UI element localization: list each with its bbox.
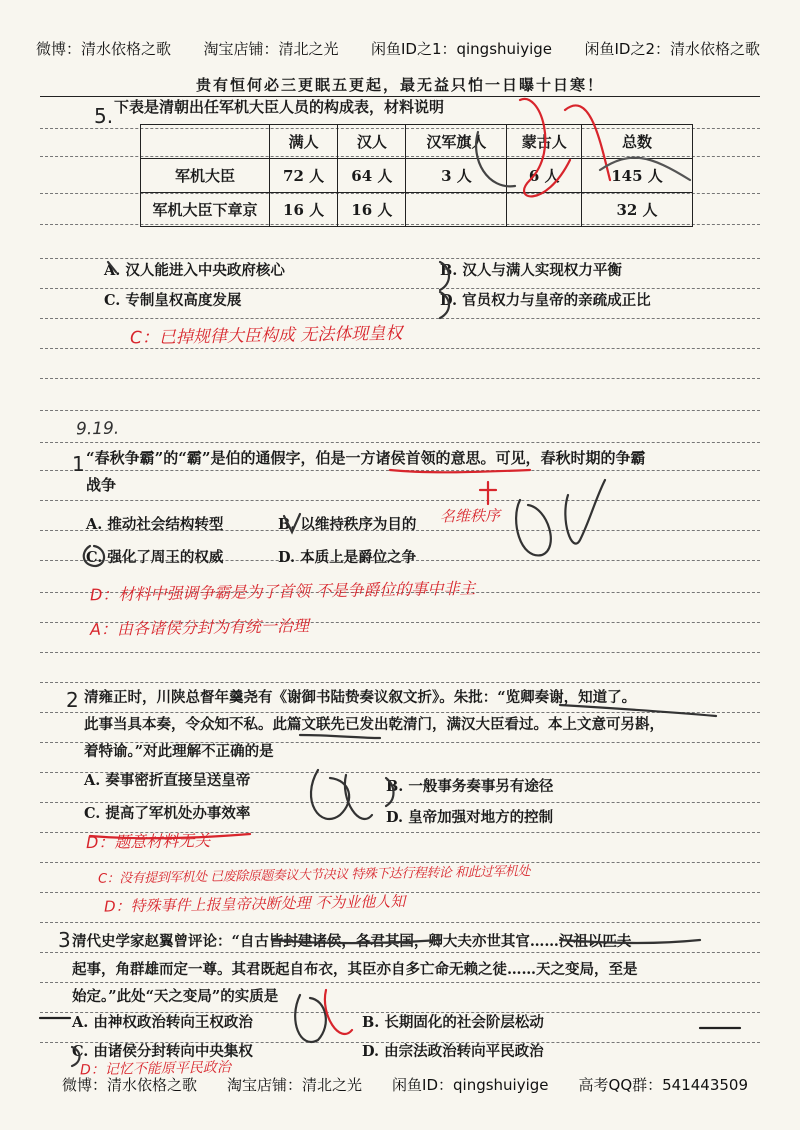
footer-xianyu: 闲鱼ID：qingshuiyige <box>392 1076 549 1094</box>
q4-option-a: A. 由神权政治转向王权政治 <box>72 1014 253 1031</box>
ruled-line <box>40 922 760 923</box>
q3-handwritten-note-1: D：题意材料无关 <box>85 830 211 853</box>
q3-line-3: 着特谕。”对此理解不正确的是 <box>84 743 274 760</box>
table-header-row <box>141 125 693 159</box>
q4-line-1: 清代史学家赵翼曾评论：“自古皆封建诸侯，各君其国，卿大夫亦世其官……汉祖以匹夫 <box>72 933 632 950</box>
q3-option-c: C. 提高了军机处办事效率 <box>84 805 251 822</box>
q2-number: 1 <box>72 452 85 476</box>
q4-number: 3 <box>58 928 71 952</box>
ruled-line <box>40 682 760 683</box>
q1-option-d: D. 官员权力与皇帝的亲疏成正比 <box>440 292 651 309</box>
table-cell: 32 人 <box>582 193 693 227</box>
table-cell: 16 人 <box>338 193 406 227</box>
q1-option-a: A. 汉人能进入中央政府核心 <box>104 262 285 279</box>
q1-option-b: B. 汉人与满人实现权力平衡 <box>440 262 622 279</box>
q3-handwritten-note-2: C：没有提到军机处 已废除原题奏议大节决议 特殊下达行程转论 和此过军机处 <box>97 864 531 887</box>
q2-stem-line-2: 战争 <box>86 476 117 494</box>
ruled-line <box>40 410 760 411</box>
ruled-line <box>40 500 760 501</box>
q2-handwritten-note-2: A：由各诸侯分封为有统一治理 <box>89 616 310 639</box>
footer-qq: 高考QQ群：541443509 <box>578 1076 749 1094</box>
pen-loop <box>516 500 551 555</box>
q4-option-b: B. 长期固化的社会阶层松动 <box>362 1014 544 1031</box>
ruled-line <box>40 378 760 379</box>
motto: 贵有恒何必三更眠五更起，最无益只怕一日曝十日寒！ <box>195 76 604 94</box>
table-row <box>141 193 693 227</box>
q2-handwritten-note-1: D：材料中强调争霸是为了首领 不是争爵位的事中非主 <box>89 578 476 605</box>
pen-loop <box>345 775 372 819</box>
q4-handwritten-note: D：记忆不能原平民政治 <box>79 1059 231 1079</box>
table-cell: 16 人 <box>270 193 338 227</box>
table-header-cell <box>141 125 270 159</box>
footer-weibo: 微博：清水依格之歌 <box>62 1076 198 1094</box>
table-header-cell: 汉军旗人 <box>406 125 507 159</box>
q2-option-a: A. 推动社会结构转型 <box>86 516 224 533</box>
q3-line-2: 此事当具本奏，令众知不私。此篇文联先已发出乾清门，满汉大臣看过。本上文意可另斟， <box>84 716 664 733</box>
q1-handwritten-note: C：已掉规律大臣构成 无法体现皇权 <box>129 323 403 349</box>
header-xianyu-2: 闲鱼ID之2：清水依格之歌 <box>584 40 760 58</box>
table-cell: 军机大臣 <box>141 159 270 193</box>
header-xianyu-1: 闲鱼ID之1：qingshuiyige <box>370 40 552 58</box>
header-taobao: 淘宝店铺：清北之光 <box>203 40 339 58</box>
table-cell: 军机大臣下章京 <box>141 193 270 227</box>
table-header-cell: 汉人 <box>338 125 406 159</box>
ruled-line <box>40 348 760 349</box>
q1-stem: 下表是清朝出任军机大臣人员的构成表，材料说明 <box>114 98 445 116</box>
q1-option-c: C. 专制皇权高度发展 <box>104 292 242 309</box>
table-header-cell: 总数 <box>582 125 693 159</box>
pen-loop <box>565 480 605 544</box>
table-cell <box>507 193 582 227</box>
composition-table <box>140 124 693 227</box>
pen-loop <box>295 995 326 1042</box>
q1-number: 5. <box>94 104 114 128</box>
table-cell: 145 人 <box>582 159 693 193</box>
table-cell: 3 人 <box>406 159 507 193</box>
ruled-line <box>40 442 760 443</box>
q3-option-a: A. 奏事密折直接呈送皇帝 <box>84 772 251 789</box>
q4-option-d: D. 由宗法政治转向平民政治 <box>362 1043 544 1060</box>
header-weibo: 微博：清水依格之歌 <box>36 40 172 58</box>
table-cell: 64 人 <box>338 159 406 193</box>
table-header-cell: 蒙古人 <box>507 125 582 159</box>
q3-handwritten-note-3: D：特殊事件上报皇帝决断处理 不为业他人知 <box>103 892 406 916</box>
date-mark: 9.19. <box>75 418 120 440</box>
q4-line-2: 起事，角群雄而定一尊。其君既起自布衣，其臣亦自多亡命无赖之徒……天之变局，至是 <box>72 961 638 978</box>
table-row <box>141 159 693 193</box>
footer-taobao: 淘宝店铺：清北之光 <box>227 1076 363 1094</box>
q2-option-c: C. 强化了周王的权威 <box>86 549 224 566</box>
q2-margin-note: 名维秩序 <box>439 506 501 526</box>
q3-line-1: 清雍正时，川陕总督年羹尧有《谢御书陆贽奏议叙文折》。朱批：“览卿奏谢，知道了。 <box>84 689 637 706</box>
table-cell <box>406 193 507 227</box>
table-cell: 72 人 <box>270 159 338 193</box>
q3-number: 2 <box>66 688 79 712</box>
footer-bar <box>62 1074 760 1095</box>
table-header-cell: 满人 <box>270 125 338 159</box>
q2-option-b: B. 以维持秩序为目的 <box>278 516 417 533</box>
header-bar <box>36 38 760 59</box>
q3-option-d: D. 皇帝加强对地方的控制 <box>386 809 554 826</box>
table-cell: 6 人 <box>507 159 582 193</box>
ruled-line <box>40 652 760 653</box>
q4-line-3: 始定。”此处“天之变局”的实质是 <box>72 988 279 1005</box>
q2-stem-line-1: “春秋争霸”的“霸”是伯的通假字，伯是一方诸侯首领的意思。可见，春秋时期的争霸 <box>86 449 646 467</box>
pen-loop <box>311 770 349 819</box>
q2-option-d: D. 本质上是爵位之争 <box>278 549 417 566</box>
q3-option-b: B. 一般事务奏事另有途径 <box>386 778 554 795</box>
q4-option-c: C. 由诸侯分封转向中央集权 <box>72 1043 253 1060</box>
